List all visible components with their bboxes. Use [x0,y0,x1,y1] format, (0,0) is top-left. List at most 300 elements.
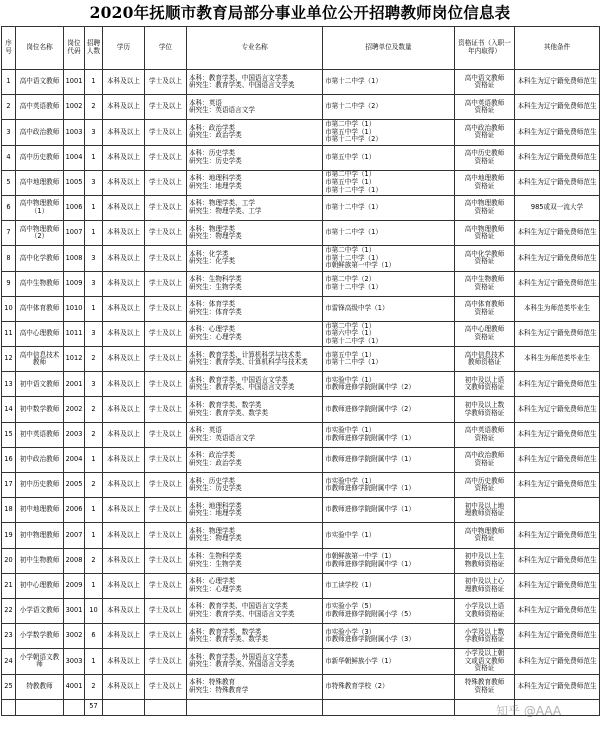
unit-line: 市新华朝鲜族小学（1） [325,656,396,665]
cert-line: 资格证 [474,106,495,115]
cert-line: 资格证 [474,232,495,241]
education: 本科及以上 [103,573,145,598]
cert-cell [455,674,515,699]
row-seq: 25 [2,674,16,699]
major-cell [187,95,323,120]
education: 本科及以上 [103,548,145,573]
total-cert-cell [455,699,515,715]
cert-cell [455,548,515,573]
cert-line: 高中历史教师 [464,149,505,158]
cert-line: 资格证 [474,458,495,467]
major-line: 本科：体育学类 [189,300,236,309]
other-conditions: 本科生为辽宁籍免费师范生 [515,523,600,548]
position-name: 高中化学教师 [16,246,64,271]
page-title: 2020年抚顺市教育局部分事业单位公开招聘教师岗位信息表 [89,3,511,22]
major-cell [187,321,323,346]
row-seq: 10 [2,296,16,321]
hire-count: 3 [85,271,103,296]
major-line: 本科：教育学类、中国语言文学类 [189,602,288,611]
position-name: 小学朝语文教师 [16,649,64,674]
other-conditions: 985或双一流大学 [515,195,600,220]
position-name: 初中英语教师 [16,422,64,447]
cert-line: 资格证 [474,332,495,341]
position-code: 1012 [64,347,85,372]
cert-cell [455,573,515,598]
hire-count: 1 [85,498,103,523]
cert-line: 高中体育教师 [464,300,505,309]
education: 本科及以上 [103,70,145,95]
cert-line: 文教师资格证 [464,610,505,619]
major-cell [187,649,323,674]
major-line: 本科：英语 [189,426,222,435]
table-row [2,145,600,170]
other-conditions: 本科生为辽宁籍免费师范生 [515,246,600,271]
major-line: 本科：生物科学类 [189,552,242,561]
units-cell [323,271,455,296]
position-name: 小学数学教师 [16,624,64,649]
row-seq: 14 [2,397,16,422]
position-name: 高中生物教师 [16,271,64,296]
degree: 学士及以上 [145,447,187,472]
education: 本科及以上 [103,523,145,548]
header-seq: 序号 [2,27,16,70]
other-conditions: 本科生为辽宁籍免费师范生 [515,120,600,145]
major-cell [187,296,323,321]
header-other: 其他条件 [515,27,600,70]
unit-line: 市第十二中学（1） [325,253,382,262]
position-code: 3001 [64,598,85,623]
cert-line: 资格证 [474,131,495,140]
other-conditions: 本科生为辽宁籍免费师范生 [515,624,600,649]
degree: 学士及以上 [145,145,187,170]
table-row [2,296,600,321]
cert-cell [455,447,515,472]
unit-line: 市朝鲜族第一中学（1） [325,552,396,561]
other-conditions: 本科生为辽宁籍免费师范生 [515,473,600,498]
education: 本科及以上 [103,674,145,699]
row-seq: 24 [2,649,16,674]
cert-line: 初中及以上语 [464,375,505,384]
education: 本科及以上 [103,221,145,246]
major-line: 研究生：物理学类、工学 [189,207,262,216]
position-name: 初中数学教师 [16,397,64,422]
unit-line: 市第十二中学（1） [325,228,382,237]
unit-line: 市第十二中学（1） [325,358,382,367]
cert-line: 高中历史教师 [464,476,505,485]
table-row [2,372,600,397]
table-row [2,221,600,246]
units-cell [323,145,455,170]
table-row [2,170,600,195]
units-cell [323,598,455,623]
position-code: 1002 [64,95,85,120]
major-line: 本科：地理科学类 [189,174,242,183]
education: 本科及以上 [103,195,145,220]
position-code: 1009 [64,271,85,296]
row-seq: 5 [2,170,16,195]
education: 本科及以上 [103,649,145,674]
hire-count: 2 [85,95,103,120]
other-conditions: 本科生为辽宁籍免费师范生 [515,674,600,699]
major-line: 本科：教育学类、外国语言文学类 [189,652,288,661]
position-code: 2006 [64,498,85,523]
hire-count: 1 [85,523,103,548]
units-cell [323,548,455,573]
cert-line: 小学及以上朝 [464,649,505,658]
cert-line: 特殊教育教师 [464,678,505,686]
major-line: 本科：心理学类 [189,577,236,586]
hire-count: 1 [85,221,103,246]
hire-count: 10 [85,598,103,623]
cert-line: 学教师资格证 [464,408,505,417]
degree: 学士及以上 [145,296,187,321]
major-cell [187,70,323,95]
cert-line: 初中及以上数 [464,400,505,409]
table-row [2,523,600,548]
table-row [2,674,600,699]
row-seq: 19 [2,523,16,548]
education: 本科及以上 [103,95,145,120]
cert-line: 高中地理教师 [464,174,505,183]
cert-cell [455,372,515,397]
unit-line: 市实验中学（1） [325,530,376,539]
education: 本科及以上 [103,271,145,296]
position-name: 初中历史教师 [16,473,64,498]
units-cell [323,447,455,472]
cert-cell [455,221,515,246]
cert-line: 高中信息技术 [464,350,505,359]
cert-cell [455,321,515,346]
cert-line: 高中语文教师 [464,73,505,82]
degree: 学士及以上 [145,95,187,120]
row-seq: 1 [2,70,16,95]
unit-line: 市教师进修学院附属小学（3） [325,635,415,644]
row-seq: 7 [2,221,16,246]
unit-line: 市教师进修学院附属中学（2） [325,383,415,392]
degree: 学士及以上 [145,221,187,246]
header-count: 招聘人数 [85,27,103,70]
major-cell [187,145,323,170]
unit-line: 市雷锋高级中学（1） [325,303,389,312]
other-conditions: 本科生为辽宁籍免费师范生 [515,649,600,674]
hire-count: 2 [85,548,103,573]
row-seq: 3 [2,120,16,145]
position-name: 高中信息技术教师 [16,347,64,372]
other-conditions: 本科生为辽宁籍免费师范生 [515,397,600,422]
cert-line: 小学及以上语 [464,602,505,611]
row-seq: 4 [2,145,16,170]
position-code: 1003 [64,120,85,145]
hire-count: 3 [85,120,103,145]
position-code: 3003 [64,649,85,674]
major-line: 研究生：教育学类、数学类 [189,635,269,644]
row-seq: 22 [2,598,16,623]
degree: 学士及以上 [145,422,187,447]
cert-line: 高中化学教师 [464,249,505,258]
hire-count: 3 [85,321,103,346]
major-line: 本科：特殊教育 [189,678,236,686]
major-line: 本科：生物科学类 [189,275,242,283]
education: 本科及以上 [103,624,145,649]
major-line: 本科：心理学类 [189,325,236,334]
unit-line: 市第二中学（1） [325,246,376,255]
units-cell [323,296,455,321]
row-seq: 13 [2,372,16,397]
major-cell [187,498,323,523]
other-conditions: 本科生为辽宁籍免费师范生 [515,271,600,296]
cert-line: 高中政治教师 [464,123,505,132]
row-seq: 21 [2,573,16,598]
positions-table [1,26,600,716]
position-code: 1001 [64,70,85,95]
major-cell [187,548,323,573]
major-line: 本科：化学类 [189,249,229,258]
major-line: 本科：教育学类、计算机科学与技术类 [189,350,302,359]
header-units: 招聘单位及数量 [323,27,455,70]
degree: 学士及以上 [145,649,187,674]
degree: 学士及以上 [145,372,187,397]
table-header [2,27,600,70]
major-line: 研究生：教育学类、中国语言文学类 [189,81,295,90]
degree: 学士及以上 [145,321,187,346]
total-seq-cell [2,699,16,715]
hire-count: 6 [85,624,103,649]
major-line: 本科：历史学类 [189,149,236,158]
table-row [2,347,600,372]
unit-line: 市第六中学（1） [325,329,376,338]
position-name: 初中语文教师 [16,372,64,397]
hire-count: 1 [85,70,103,95]
units-cell [323,321,455,346]
cert-line: 高中物理教师 [464,199,505,208]
hire-count: 3 [85,170,103,195]
watermark: 知乎 @AAA [496,704,562,718]
cert-line: 高中心理教师 [464,325,505,334]
major-line: 研究生：教育学类、中国语言文学类 [189,383,295,392]
header-degree: 学位 [145,27,187,70]
position-name: 高中政治教师 [16,120,64,145]
other-conditions [515,498,600,523]
cert-cell [455,649,515,674]
position-name: 初中生物教师 [16,548,64,573]
degree: 学士及以上 [145,246,187,271]
total-name-cell [16,699,64,715]
table-row [2,598,600,623]
units-cell [323,624,455,649]
major-line: 研究生：英语语言文学 [189,106,255,115]
major-line: 研究生：教育学类、中国语言文学类 [189,610,295,619]
unit-line: 市第十二中学（2） [325,135,382,144]
position-code: 2005 [64,473,85,498]
header-major: 专业名称 [187,27,323,70]
cert-line: 初中及以上心 [464,577,505,586]
cert-cell [455,422,515,447]
unit-line: 市教师进修学院附属中学（1） [325,484,415,493]
header-cert: 资格证书（入职一年内取得） [455,27,515,70]
unit-line: 市第五中学（1） [325,127,376,136]
cert-line: 文或语文教师 [464,656,505,665]
position-code: 4001 [64,674,85,699]
position-code: 1004 [64,145,85,170]
major-line: 研究生：教育学类、计算机科学与技术类 [189,358,308,367]
other-conditions: 本科生为辽宁籍免费师范生 [515,221,600,246]
major-line: 本科：教育学类、中国语言文学类 [189,375,288,384]
units-cell [323,649,455,674]
total-units-cell [323,699,455,715]
unit-line: 市教师进修学院附属中学（1） [325,559,415,568]
row-seq: 16 [2,447,16,472]
position-name: 高中物理教师（2） [16,221,64,246]
major-cell [187,221,323,246]
position-code: 1008 [64,246,85,271]
cert-line: 高中英语教师 [464,98,505,107]
cert-line: 资格证 [474,433,495,442]
total-code-cell [64,699,85,715]
unit-line: 市教师进修学院附属小学（5） [325,610,415,619]
row-seq: 2 [2,95,16,120]
education: 本科及以上 [103,170,145,195]
degree: 学士及以上 [145,271,187,296]
cert-line: 理教师资格证 [464,509,505,518]
major-cell [187,372,323,397]
row-seq: 15 [2,422,16,447]
position-code: 2001 [64,372,85,397]
cert-cell [455,397,515,422]
cert-cell [455,523,515,548]
degree: 学士及以上 [145,498,187,523]
major-cell [187,523,323,548]
degree: 学士及以上 [145,624,187,649]
hire-count: 3 [85,246,103,271]
cert-cell [455,195,515,220]
cert-line: 物教师资格证 [464,559,505,568]
other-conditions: 本科生为辽宁籍免费师范生 [515,170,600,195]
position-code: 1005 [64,170,85,195]
major-line: 研究生：物理学类 [189,534,242,543]
row-seq: 9 [2,271,16,296]
cert-line: 资格证 [474,181,495,190]
major-line: 研究生：生物学类 [189,282,242,291]
total-major-cell [187,699,323,715]
unit-line: 市第二中学（1） [325,120,376,129]
table-body [2,70,600,700]
education: 本科及以上 [103,447,145,472]
units-cell [323,95,455,120]
other-conditions: 本科生为辽宁籍免费师范生 [515,70,600,95]
education: 本科及以上 [103,598,145,623]
unit-line: 市实验小学（5） [325,602,376,611]
table-row [2,95,600,120]
major-cell [187,674,323,699]
header-code: 岗位代码 [64,27,85,70]
position-code: 3002 [64,624,85,649]
position-name: 小学语文教师 [16,598,64,623]
education: 本科及以上 [103,498,145,523]
table-row [2,447,600,472]
other-conditions: 本科生为辽宁籍免费师范生 [515,422,600,447]
row-seq: 12 [2,347,16,372]
hire-count: 1 [85,145,103,170]
units-cell [323,170,455,195]
major-cell [187,598,323,623]
major-cell [187,120,323,145]
cert-cell [455,296,515,321]
other-conditions: 本科生为辽宁籍免费师范生 [515,573,600,598]
major-line: 本科：政治学类 [189,123,236,132]
major-line: 本科：历史学类 [189,476,236,485]
unit-line: 市第十二中学（1） [325,185,382,194]
cert-line: 资格证 [474,664,495,673]
major-line: 本科：物理学类、工学 [189,199,255,208]
cert-cell [455,170,515,195]
hire-count: 1 [85,296,103,321]
cert-line: 高中政治教师 [464,451,505,460]
other-conditions: 本科生为辽宁籍免费师范生 [515,321,600,346]
units-cell [323,573,455,598]
other-conditions: 本科生为辽宁籍免费师范生 [515,598,600,623]
major-cell [187,170,323,195]
degree: 学士及以上 [145,347,187,372]
cert-line: 资格证 [474,207,495,216]
cert-line: 教师资格证 [468,358,501,367]
row-seq: 18 [2,498,16,523]
degree: 学士及以上 [145,195,187,220]
major-line: 本科：教育学类、数学类 [189,400,262,409]
units-cell [323,473,455,498]
major-line: 研究生：历史学类 [189,484,242,493]
education: 本科及以上 [103,397,145,422]
cert-line: 高中英语教师 [464,426,505,435]
position-code: 1010 [64,296,85,321]
unit-line: 市第五中学（1） [325,178,376,187]
units-cell [323,246,455,271]
major-cell [187,397,323,422]
hire-count: 2 [85,473,103,498]
hire-count: 1 [85,649,103,674]
cert-line: 文教师资格证 [464,383,505,392]
unit-line: 市第二中学（1） [325,321,376,330]
education: 本科及以上 [103,321,145,346]
major-cell [187,624,323,649]
education: 本科及以上 [103,372,145,397]
table-row [2,649,600,674]
hire-count: 1 [85,447,103,472]
units-cell [323,221,455,246]
other-conditions: 本科生为辽宁籍免费师范生 [515,145,600,170]
total-other-cell [515,699,600,715]
cert-cell [455,246,515,271]
unit-line: 市教师进修学院附属中学（1） [325,455,415,464]
unit-line: 市第十二中学（1） [325,282,382,291]
unit-line: 市实验中学（1） [325,375,376,384]
position-code: 2007 [64,523,85,548]
major-line: 研究生：地理学类 [189,181,242,190]
cert-cell [455,473,515,498]
row-seq: 11 [2,321,16,346]
table-row [2,422,600,447]
major-line: 研究生：心理学类 [189,584,242,593]
degree: 学士及以上 [145,473,187,498]
degree: 学士及以上 [145,120,187,145]
degree: 学士及以上 [145,674,187,699]
position-name: 初中心理教师 [16,573,64,598]
unit-line: 市教师进修学院附属中学（1） [325,433,415,442]
unit-line: 市第二中学（2） [325,275,376,283]
position-name: 高中语文教师 [16,70,64,95]
units-cell [323,397,455,422]
total-edu-cell [103,699,145,715]
major-cell [187,246,323,271]
